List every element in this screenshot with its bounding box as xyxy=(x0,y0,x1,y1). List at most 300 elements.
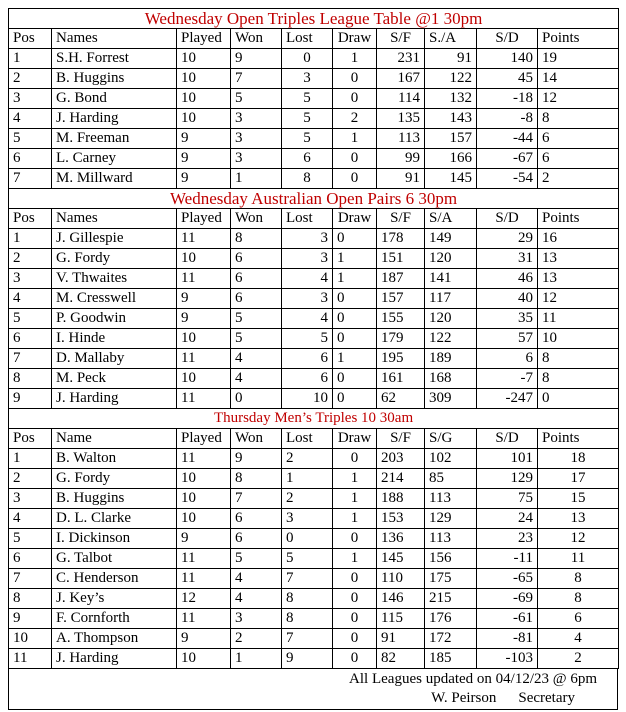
table-cell: 157 xyxy=(377,289,425,309)
table-cell: 6 xyxy=(231,529,282,549)
table-cell: G. Bond xyxy=(52,89,177,109)
table-cell: 9 xyxy=(177,629,231,649)
table-cell: 82 xyxy=(377,649,425,669)
table-cell: 4 xyxy=(538,629,619,649)
table-cell: 166 xyxy=(425,149,477,169)
header-row xyxy=(9,429,619,449)
table-cell: 11 xyxy=(177,569,231,589)
table-cell: 2 xyxy=(333,109,377,129)
table-cell: 40 xyxy=(477,289,538,309)
table-cell: 0 xyxy=(333,89,377,109)
table-cell: 1 xyxy=(231,649,282,669)
table-cell: 168 xyxy=(425,369,477,389)
table-cell: 9 xyxy=(231,449,282,469)
table-cell: 1 xyxy=(333,509,377,529)
table-cell: 110 xyxy=(377,569,425,589)
league-tables-sheet xyxy=(8,8,618,710)
table-cell: 6 xyxy=(538,149,619,169)
table-cell: 2 xyxy=(282,449,333,469)
table-row xyxy=(9,309,619,329)
table-cell: 7 xyxy=(9,169,52,189)
table-cell: -7 xyxy=(477,369,538,389)
table-cell: 1 xyxy=(282,469,333,489)
table-cell: 7 xyxy=(9,569,52,589)
table-cell: 75 xyxy=(477,489,538,509)
table-cell: 0 xyxy=(333,309,377,329)
column-header: Points xyxy=(538,209,619,229)
table-cell: 23 xyxy=(477,529,538,549)
table-cell: 91 xyxy=(425,49,477,69)
table-cell: 11 xyxy=(538,309,619,329)
section-title-row xyxy=(9,189,619,209)
table-cell: V. Thwaites xyxy=(52,269,177,289)
secretary-name: W. Peirson xyxy=(431,690,497,706)
table-cell: 10 xyxy=(9,629,52,649)
column-header: Names xyxy=(52,209,177,229)
table-cell: 140 xyxy=(477,49,538,69)
column-header: Points xyxy=(538,29,619,49)
column-header: Won xyxy=(231,29,282,49)
table-cell: 6 xyxy=(477,349,538,369)
table-cell: 62 xyxy=(377,389,425,409)
table-cell: 12 xyxy=(177,589,231,609)
table-cell: 85 xyxy=(425,469,477,489)
table-cell: 13 xyxy=(538,509,619,529)
table-cell: 3 xyxy=(231,109,282,129)
table-row xyxy=(9,229,619,249)
table-cell: L. Carney xyxy=(52,149,177,169)
table-cell: M. Freeman xyxy=(52,129,177,149)
table-cell: 10 xyxy=(177,649,231,669)
table-cell: 0 xyxy=(333,529,377,549)
table-cell: 9 xyxy=(177,129,231,149)
table-cell: M. Peck xyxy=(52,369,177,389)
table-cell: 3 xyxy=(282,69,333,89)
table-cell: 175 xyxy=(425,569,477,589)
table-row xyxy=(9,149,619,169)
table-cell: 8 xyxy=(538,589,619,609)
table-cell: 0 xyxy=(333,449,377,469)
section-title-row xyxy=(9,409,619,429)
table-cell: 309 xyxy=(425,389,477,409)
table-row xyxy=(9,589,619,609)
table-cell: 18 xyxy=(538,449,619,469)
table-cell: 10 xyxy=(177,509,231,529)
table-cell: 113 xyxy=(425,529,477,549)
table-cell: 11 xyxy=(9,649,52,669)
table-cell: 122 xyxy=(425,69,477,89)
table-cell: -247 xyxy=(477,389,538,409)
column-header: S/D xyxy=(477,209,538,229)
table-cell: 3 xyxy=(231,149,282,169)
table-cell: 5 xyxy=(282,329,333,349)
column-header: S/F xyxy=(377,29,425,49)
column-header: S/F xyxy=(377,429,425,449)
column-header: S/A xyxy=(425,209,477,229)
column-header: Pos xyxy=(9,209,52,229)
table-cell: 2 xyxy=(9,249,52,269)
table-cell: 101 xyxy=(477,449,538,469)
table-cell: J. Harding xyxy=(52,109,177,129)
table-cell: F. Cornforth xyxy=(52,609,177,629)
table-cell: A. Thompson xyxy=(52,629,177,649)
table-cell: 9 xyxy=(177,529,231,549)
table-cell: 0 xyxy=(333,589,377,609)
table-cell: 4 xyxy=(9,289,52,309)
table-cell: 3 xyxy=(9,269,52,289)
table-cell: 132 xyxy=(425,89,477,109)
table-cell: 167 xyxy=(377,69,425,89)
table-cell: 3 xyxy=(282,289,333,309)
table-cell: 1 xyxy=(333,269,377,289)
table-cell: C. Henderson xyxy=(52,569,177,589)
table-row xyxy=(9,89,619,109)
table-cell: 215 xyxy=(425,589,477,609)
section-title-row xyxy=(9,9,619,29)
table-row xyxy=(9,469,619,489)
table-cell: 3 xyxy=(9,489,52,509)
table-row xyxy=(9,129,619,149)
column-header: Played xyxy=(177,429,231,449)
table-cell: 1 xyxy=(9,449,52,469)
table-cell: I. Hinde xyxy=(52,329,177,349)
table-cell: 57 xyxy=(477,329,538,349)
table-cell: 12 xyxy=(538,89,619,109)
table-cell: 141 xyxy=(425,269,477,289)
table-cell: 0 xyxy=(282,49,333,69)
table-cell: 11 xyxy=(538,549,619,569)
table-cell: 5 xyxy=(9,309,52,329)
table-cell: 1 xyxy=(333,489,377,509)
table-cell: 178 xyxy=(377,229,425,249)
column-header: S/D xyxy=(477,29,538,49)
table-cell: 117 xyxy=(425,289,477,309)
table-cell: G. Talbot xyxy=(52,549,177,569)
table-cell: 12 xyxy=(538,289,619,309)
table-cell: 155 xyxy=(377,309,425,329)
table-cell: 3 xyxy=(231,129,282,149)
column-header: S/F xyxy=(377,209,425,229)
table-cell: 10 xyxy=(177,69,231,89)
table-cell: 4 xyxy=(231,349,282,369)
table-cell: 6 xyxy=(231,289,282,309)
table-cell: -8 xyxy=(477,109,538,129)
table-cell: 2 xyxy=(9,469,52,489)
table-cell: 4 xyxy=(231,569,282,589)
table-row xyxy=(9,389,619,409)
table-cell: B. Walton xyxy=(52,449,177,469)
table-cell: 29 xyxy=(477,229,538,249)
table-cell: -67 xyxy=(477,149,538,169)
table-cell: 35 xyxy=(477,309,538,329)
footer xyxy=(8,669,618,710)
table-cell: J. Gillespie xyxy=(52,229,177,249)
table-cell: 151 xyxy=(377,249,425,269)
table-cell: 8 xyxy=(231,229,282,249)
league-table xyxy=(8,8,619,669)
table-cell: J. Key’s xyxy=(52,589,177,609)
table-cell: 10 xyxy=(177,329,231,349)
table-cell: 145 xyxy=(377,549,425,569)
table-cell: 14 xyxy=(538,69,619,89)
table-cell: 129 xyxy=(425,509,477,529)
table-cell: 0 xyxy=(333,69,377,89)
column-header: Won xyxy=(231,429,282,449)
table-cell: 145 xyxy=(425,169,477,189)
table-cell: 146 xyxy=(377,589,425,609)
table-cell: 143 xyxy=(425,109,477,129)
table-cell: 9 xyxy=(177,289,231,309)
table-cell: 2 xyxy=(9,69,52,89)
table-cell: 1 xyxy=(333,49,377,69)
table-cell: 8 xyxy=(538,349,619,369)
table-cell: 10 xyxy=(282,389,333,409)
table-cell: 156 xyxy=(425,549,477,569)
table-cell: 11 xyxy=(177,349,231,369)
table-cell: 185 xyxy=(425,649,477,669)
table-cell: M. Millward xyxy=(52,169,177,189)
table-cell: 1 xyxy=(333,249,377,269)
table-cell: 3 xyxy=(282,229,333,249)
table-cell: 6 xyxy=(282,369,333,389)
column-header: S/D xyxy=(477,429,538,449)
table-cell: 15 xyxy=(538,489,619,509)
table-cell: 46 xyxy=(477,269,538,289)
column-header: Draw xyxy=(333,209,377,229)
table-row xyxy=(9,349,619,369)
table-row xyxy=(9,489,619,509)
column-header: Draw xyxy=(333,29,377,49)
table-cell: 135 xyxy=(377,109,425,129)
table-cell: 8 xyxy=(282,609,333,629)
table-cell: 9 xyxy=(177,149,231,169)
table-cell: 9 xyxy=(231,49,282,69)
column-header: Pos xyxy=(9,429,52,449)
table-cell: 5 xyxy=(282,549,333,569)
column-header: Pos xyxy=(9,29,52,49)
table-cell: 113 xyxy=(377,129,425,149)
table-cell: -65 xyxy=(477,569,538,589)
table-cell: 4 xyxy=(231,369,282,389)
table-row xyxy=(9,269,619,289)
table-cell: S.H. Forrest xyxy=(52,49,177,69)
section-title: Wednesday Open Triples League Table @1 30pm xyxy=(9,9,619,29)
table-cell: 3 xyxy=(282,509,333,529)
table-cell: 5 xyxy=(282,129,333,149)
table-cell: 0 xyxy=(333,629,377,649)
table-cell: 6 xyxy=(538,129,619,149)
table-cell: 1 xyxy=(333,549,377,569)
table-cell: 8 xyxy=(9,369,52,389)
table-cell: 9 xyxy=(282,649,333,669)
table-cell: -81 xyxy=(477,629,538,649)
table-cell: M. Cresswell xyxy=(52,289,177,309)
table-cell: 1 xyxy=(9,49,52,69)
table-cell: 10 xyxy=(177,489,231,509)
table-row xyxy=(9,69,619,89)
table-row xyxy=(9,549,619,569)
table-cell: 91 xyxy=(377,169,425,189)
table-cell: -69 xyxy=(477,589,538,609)
table-cell: 231 xyxy=(377,49,425,69)
table-cell: 0 xyxy=(231,389,282,409)
table-cell: 6 xyxy=(231,269,282,289)
table-cell: 9 xyxy=(9,389,52,409)
column-header: S./A xyxy=(425,29,477,49)
table-row xyxy=(9,609,619,629)
table-cell: 122 xyxy=(425,329,477,349)
table-cell: 4 xyxy=(9,509,52,529)
table-cell: 0 xyxy=(333,169,377,189)
table-row xyxy=(9,289,619,309)
table-cell: 102 xyxy=(425,449,477,469)
table-cell: 9 xyxy=(9,609,52,629)
table-cell: 157 xyxy=(425,129,477,149)
table-cell: -54 xyxy=(477,169,538,189)
table-cell: 5 xyxy=(9,129,52,149)
table-cell: 0 xyxy=(333,369,377,389)
table-cell: 13 xyxy=(538,249,619,269)
table-cell: -44 xyxy=(477,129,538,149)
table-cell: 10 xyxy=(177,49,231,69)
table-cell: 8 xyxy=(538,369,619,389)
column-header: Name xyxy=(52,429,177,449)
table-cell: 7 xyxy=(9,349,52,369)
table-cell: 10 xyxy=(177,89,231,109)
table-cell: J. Harding xyxy=(52,389,177,409)
table-row xyxy=(9,649,619,669)
table-cell: 9 xyxy=(177,169,231,189)
column-header: Played xyxy=(177,209,231,229)
table-cell: I. Dickinson xyxy=(52,529,177,549)
table-cell: P. Goodwin xyxy=(52,309,177,329)
table-cell: 11 xyxy=(177,549,231,569)
table-cell: -18 xyxy=(477,89,538,109)
table-cell: 13 xyxy=(538,269,619,289)
table-cell: 0 xyxy=(333,229,377,249)
table-row xyxy=(9,369,619,389)
table-cell: 0 xyxy=(333,569,377,589)
table-cell: 7 xyxy=(282,629,333,649)
column-header: Names xyxy=(52,29,177,49)
column-header: S/G xyxy=(425,429,477,449)
header-row xyxy=(9,29,619,49)
table-cell: 2 xyxy=(538,169,619,189)
table-cell: 5 xyxy=(231,549,282,569)
table-cell: 195 xyxy=(377,349,425,369)
table-cell: 129 xyxy=(477,469,538,489)
column-header: Points xyxy=(538,429,619,449)
table-cell: 8 xyxy=(231,469,282,489)
table-cell: 4 xyxy=(9,109,52,129)
table-cell: 0 xyxy=(333,329,377,349)
column-header: Lost xyxy=(282,209,333,229)
table-cell: 179 xyxy=(377,329,425,349)
table-cell: 214 xyxy=(377,469,425,489)
table-cell: 12 xyxy=(538,529,619,549)
table-cell: 2 xyxy=(282,489,333,509)
table-cell: 7 xyxy=(231,69,282,89)
table-cell: 0 xyxy=(282,529,333,549)
table-row xyxy=(9,509,619,529)
table-cell: 1 xyxy=(333,469,377,489)
table-cell: 5 xyxy=(231,329,282,349)
table-cell: 8 xyxy=(282,589,333,609)
table-cell: 17 xyxy=(538,469,619,489)
table-cell: B. Huggins xyxy=(52,489,177,509)
table-cell: 10 xyxy=(177,109,231,129)
table-cell: 2 xyxy=(231,629,282,649)
column-header: Lost xyxy=(282,29,333,49)
table-cell: 1 xyxy=(333,349,377,369)
table-cell: 11 xyxy=(177,269,231,289)
table-cell: 2 xyxy=(538,649,619,669)
table-cell: 6 xyxy=(231,249,282,269)
table-cell: 0 xyxy=(333,609,377,629)
table-cell: 5 xyxy=(282,89,333,109)
table-row xyxy=(9,569,619,589)
table-cell: 176 xyxy=(425,609,477,629)
updated-note: All Leagues updated on 04/12/23 @ 6pm xyxy=(349,671,597,687)
table-cell: 161 xyxy=(377,369,425,389)
table-cell: 91 xyxy=(377,629,425,649)
table-cell: 10 xyxy=(538,329,619,349)
table-cell: 9 xyxy=(177,309,231,329)
table-cell: 5 xyxy=(231,89,282,109)
table-cell: 1 xyxy=(231,169,282,189)
table-cell: 189 xyxy=(425,349,477,369)
table-cell: 11 xyxy=(177,449,231,469)
table-cell: 6 xyxy=(231,509,282,529)
table-cell: 149 xyxy=(425,229,477,249)
table-cell: 7 xyxy=(282,569,333,589)
column-header: Played xyxy=(177,29,231,49)
table-cell: 19 xyxy=(538,49,619,69)
table-cell: 3 xyxy=(9,89,52,109)
table-cell: 4 xyxy=(231,589,282,609)
table-cell: 1 xyxy=(333,129,377,149)
table-cell: 45 xyxy=(477,69,538,89)
table-cell: 1 xyxy=(9,229,52,249)
table-cell: 6 xyxy=(538,609,619,629)
table-cell: 11 xyxy=(177,229,231,249)
table-cell: 6 xyxy=(9,329,52,349)
secretary-role: Secretary xyxy=(518,690,575,706)
table-cell: 0 xyxy=(333,649,377,669)
table-row xyxy=(9,629,619,649)
table-cell: 203 xyxy=(377,449,425,469)
table-cell: 8 xyxy=(538,109,619,129)
table-cell: -11 xyxy=(477,549,538,569)
table-cell: 31 xyxy=(477,249,538,269)
table-cell: 6 xyxy=(9,549,52,569)
table-cell: 10 xyxy=(177,249,231,269)
table-cell: -103 xyxy=(477,649,538,669)
table-cell: G. Fordy xyxy=(52,249,177,269)
table-row xyxy=(9,109,619,129)
table-cell: G. Fordy xyxy=(52,469,177,489)
table-cell: 5 xyxy=(231,309,282,329)
table-cell: 11 xyxy=(177,609,231,629)
secretary-signoff xyxy=(431,690,575,707)
section-title: Wednesday Australian Open Pairs 6 30pm xyxy=(9,189,619,209)
column-header: Lost xyxy=(282,429,333,449)
table-cell: D. L. Clarke xyxy=(52,509,177,529)
column-header: Draw xyxy=(333,429,377,449)
table-cell: 136 xyxy=(377,529,425,549)
table-cell: 3 xyxy=(231,609,282,629)
table-cell: 115 xyxy=(377,609,425,629)
